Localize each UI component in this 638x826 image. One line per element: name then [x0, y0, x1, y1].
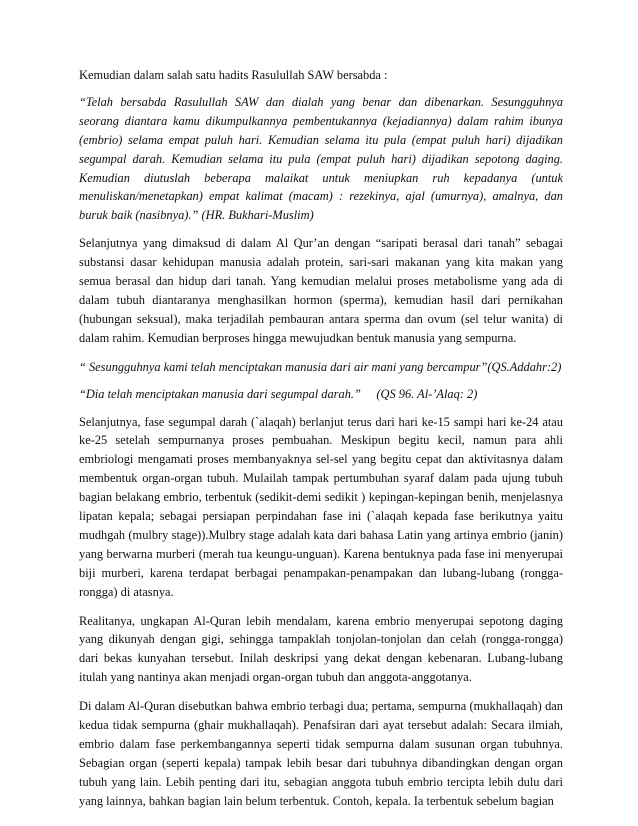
quran-quote-2-text: “Dia telah menciptakan manusia dari segumpal darah.” — [79, 386, 361, 401]
hadith-quote: “Telah bersabda Rasulullah SAW dan dialah yang benar dan dibenarkan. Sesungguhnya seorang diantara kamu dikumpulkannya pembentukannya (kejadiannya) dalam rahim ibunya (embrio) selama empat puluh hari. Kemudian selama itu pula (empat puluh hari) dijadikan segumpal darah. Kemudian selama itu pula (empat puluh hari) dijadikan sepotong daging. Kemudian diutuslah beberapa malaikat untuk meniupkan ruh kepadanya (untuk menuliskan/menetapkan) empat kalimat (macam) : rezekinya, ajal (umurnya), amalnya, dan buruk baik (nasibnya).” (HR. Bukhari-Muslim) — [79, 94, 563, 223]
paragraph-4: Di dalam Al-Quran disebutkan bahwa embrio terbagi dua; pertama, sempurna (mukhallaqah) dan kedua tidak sempurna (ghair mukhallaqah). Penafsiran dari ayat tersebut adalah: Secara ilmiah, embrio dalam fase perkembangannya seperti tidak sempurna dalam susunan organ tubuhnya. Sebagian organ (seperti kepala) tampak lebih besar dari tubuhnya dibandingkan dengan organ tubuh yang lain. Lebih penting dari itu, sebagian anggota tubuh embrio tercipta lebih dulu dari yang lainnya, bahkan bagian lain belum terbentuk. Contoh, kepala. Ia terbentuk sebelum bagian — [79, 699, 563, 808]
quran-quote-1 — [79, 358, 563, 377]
quran-quote-1-text: “ Sesungguhnya kami telah menciptakan manusia dari air mani yang bercampur”(QS.Addahr:2) — [79, 359, 562, 374]
quran-quote-2 — [79, 385, 563, 404]
intro-paragraph: Kemudian dalam salah satu hadits Rasulullah SAW bersabda : — [79, 68, 388, 82]
paragraph-1: Selanjutnya yang dimaksud di dalam Al Qur’an dengan “saripati berasal dari tanah” sebagai substansi dasar kehidupan manusia adalah protein, sari-sari makanan yang kita makan yang semua berasal dan hidup dari tanah. Yang kemudian melalui proses metabolisme yang ada di dalam tubuh diantaranya menghasilkan hormon (sperma), kemudian hasil dari pernikahan (hubungan seksual), maka terjadilah pembauran antara sperma dan ovum (sel telur wanita) di dalam rahim. Kemudian berproses hingga mewujudkan bentuk manusia yang sempurna. — [79, 236, 563, 345]
paragraph-3: Realitanya, ungkapan Al-Quran lebih mendalam, karena embrio menyerupai sepotong daging yang dikunyah dengan gigi, sehingga tampaklah tonjolan-tonjolan dan celah (rongga-rongga) dari bekas kunyahan tersebut. Inilah deskripsi yang dekat dengan kebenaran. Lubang-lubang itulah yang nantinya akan menjadi organ-organ tubuh dan anggota-anggotanya. — [79, 613, 563, 685]
quran-quote-2-reference: (QS 96. Al-’Alaq: 2) — [376, 386, 478, 401]
paragraph-2: Selanjutnya, fase segumpal darah (`alaqah) berlanjut terus dari hari ke-15 sampi hari ke-24 atau ke-25 setelah sempurnanya proses pembuahan. Meskipun begitu kecil, namun para ahli embriologi mengamati proses membanyaknya sel-sel yang begitu cepat dan aktivitasnya dalam membentuk organ-organ tubuh. Mulailah tampak pertumbuhan syaraf dalam pada ujung tubuh bagian belakang embrio, terbentuk (sedikit-demi sedikit ) kepingan-kepingan benih, menjelasnya lipatan kepala; sebagai persiapan perpindahan fase ini (`alaqah kepada fase berikutnya yaitu mudhgah (mulbry stage)).Mulbry stage adalah kata dari bahasa Latin yang artinya embrio (janin) yang berwarna murberi (merah tua keungu-unguan). Karena bentuknya pada fase ini menyerupai biji murberi, karena terdapat berbagai penampakan-penampakan dan lubang-lubang (rongga-rongga) di atasnya. — [79, 414, 563, 599]
